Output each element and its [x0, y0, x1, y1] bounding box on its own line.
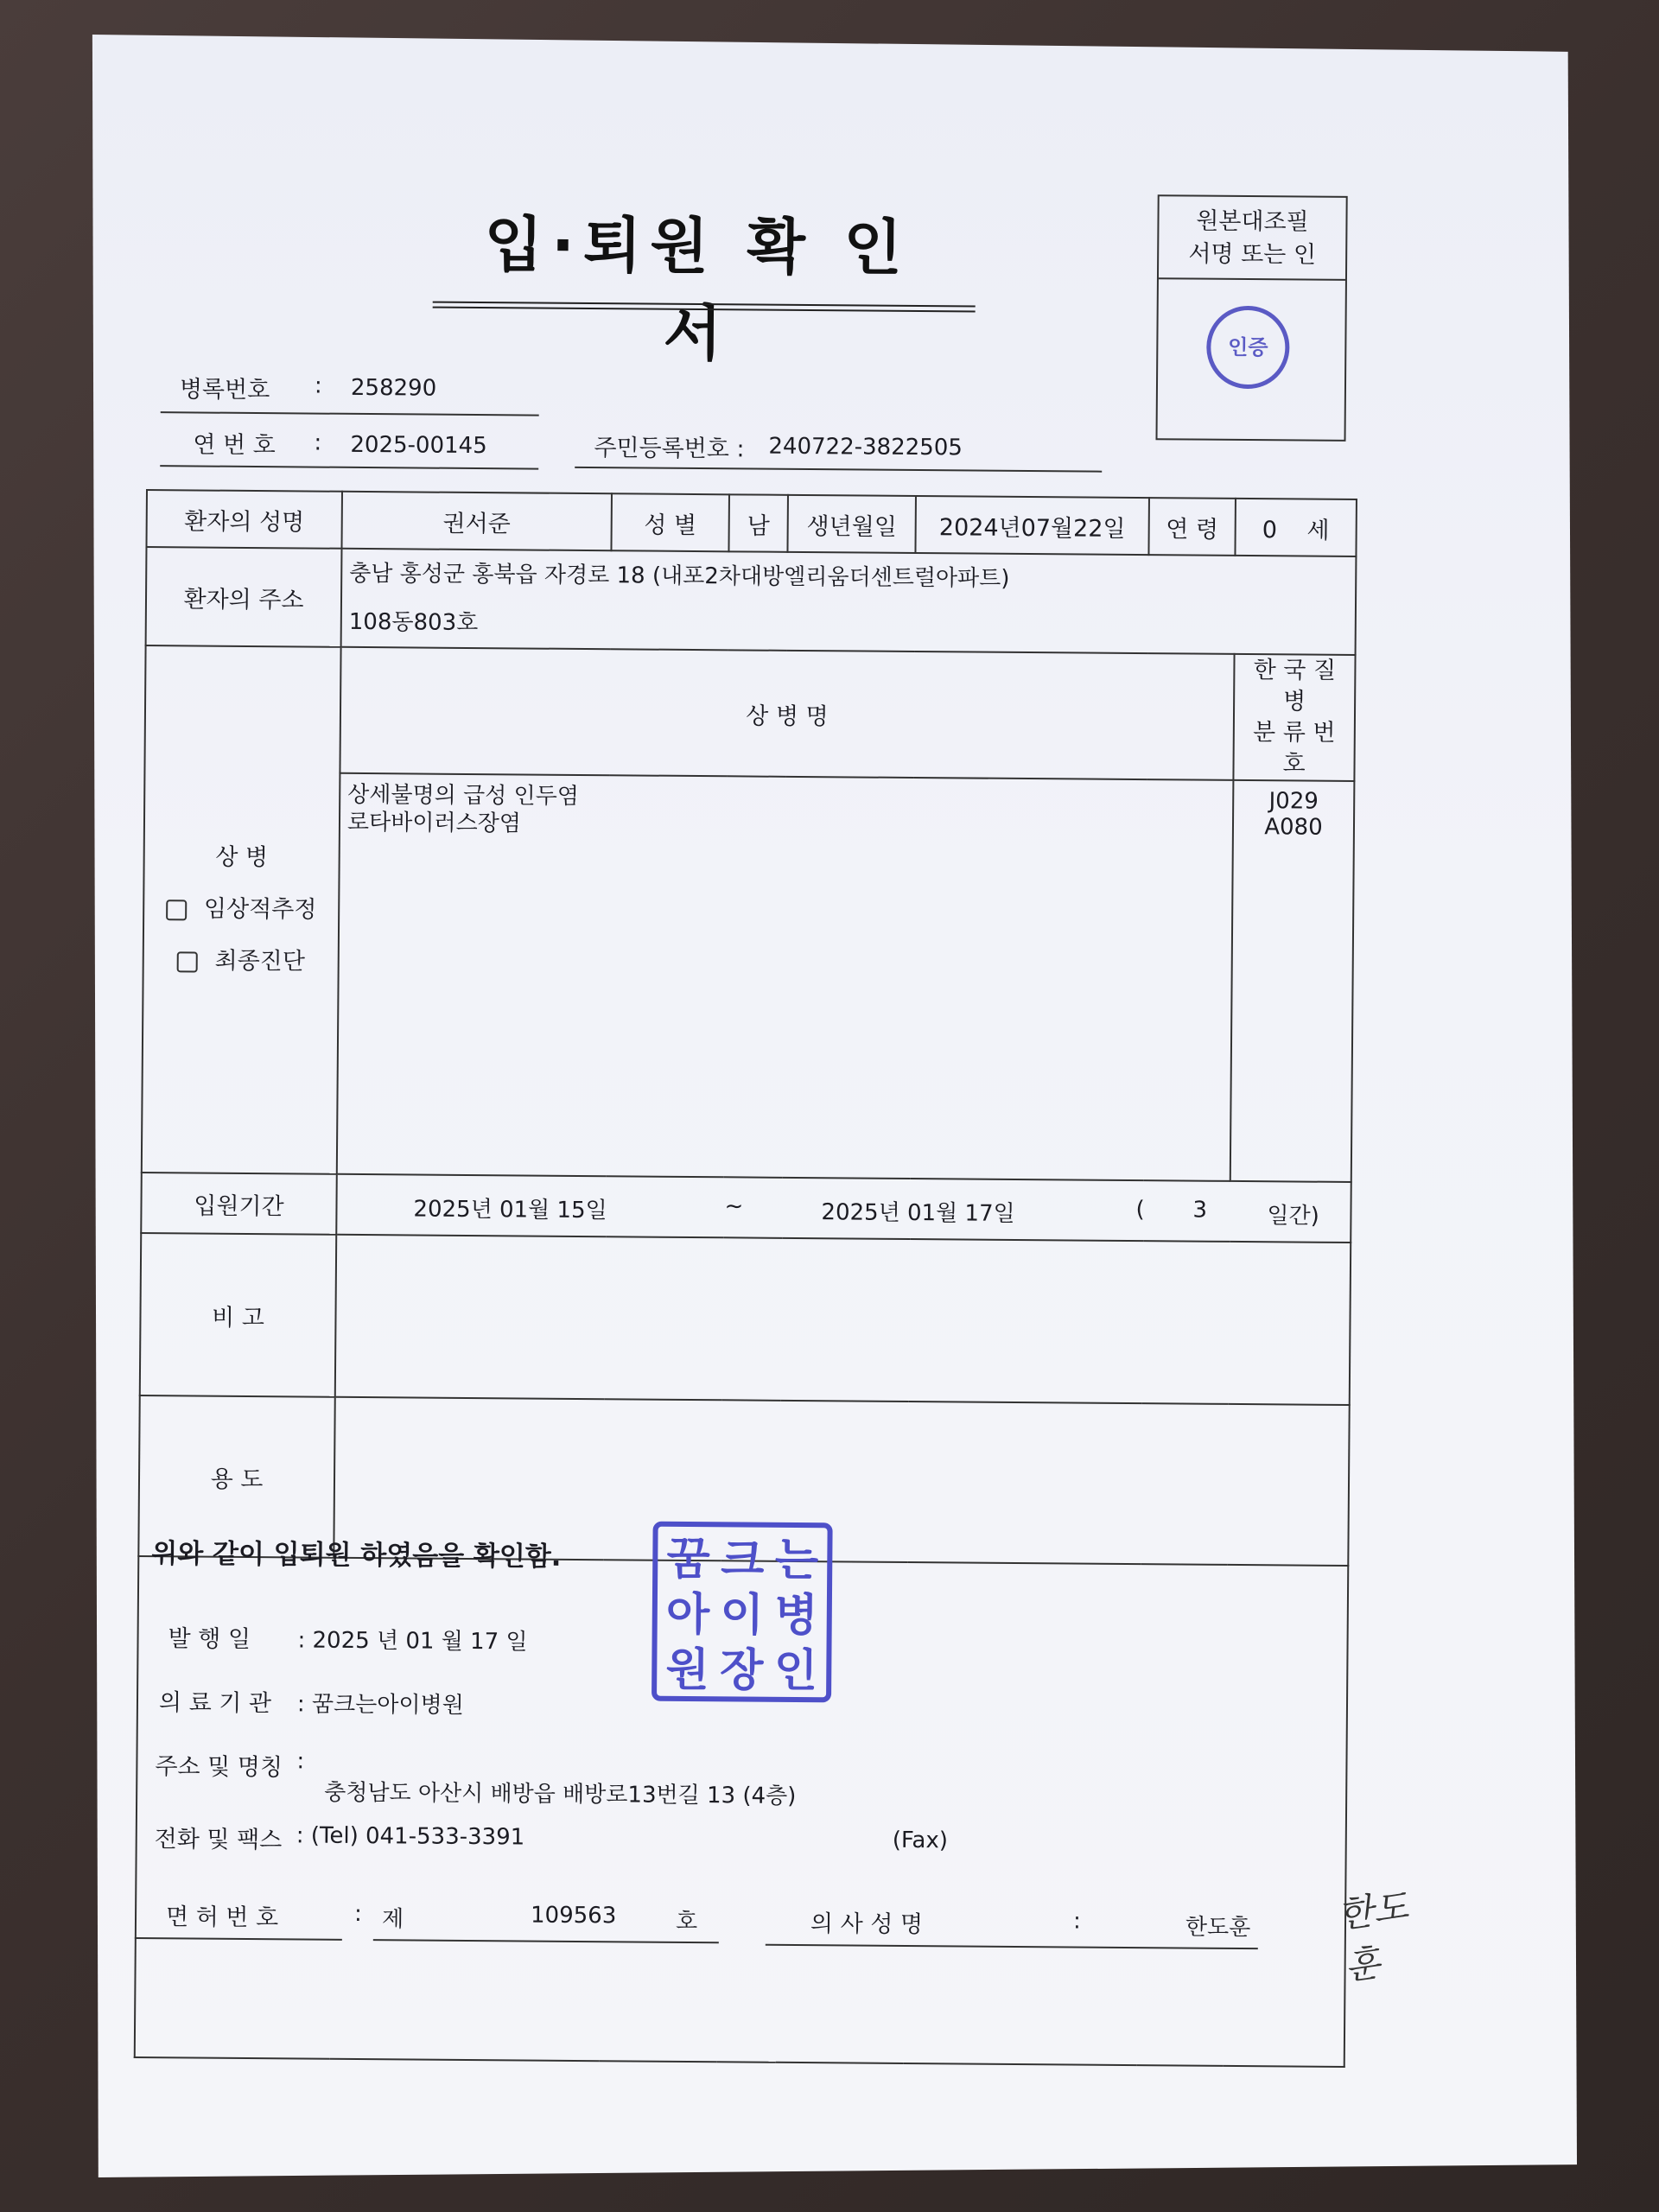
- original-verification-box: [1155, 194, 1347, 442]
- final-diagnosis-label: 최종진단: [214, 947, 306, 976]
- diagnosis-header-row: [144, 645, 1355, 781]
- confirmation-statement: 위와 같이 입퇴원 하였음을 확인함.: [151, 1538, 562, 1573]
- sex-label: 성 별: [611, 493, 729, 551]
- stay-open-paren: (: [1135, 1197, 1145, 1224]
- clinical-estimate-option: [151, 883, 331, 937]
- admission-discharge-form: [131, 161, 1441, 1986]
- phone-fax-label: 전화 및 팩스: [154, 1826, 283, 1854]
- seal-char: 장: [719, 1644, 764, 1697]
- seal-char: 인: [773, 1644, 818, 1698]
- resident-number-underline: [575, 467, 1102, 473]
- seal-char: 아: [665, 1588, 710, 1642]
- serial-number-label: 연 번 호: [193, 431, 276, 460]
- phone-value: : (Tel) 041-533-3391: [296, 1822, 525, 1851]
- serial-number-value: 2025-00145: [350, 431, 487, 460]
- license-suffix: 호: [675, 1908, 698, 1936]
- stay-from: 2025년 01월 15일: [413, 1196, 607, 1224]
- disease-code-header: [1233, 654, 1355, 781]
- serial-number-colon: :: [314, 429, 322, 456]
- verification-line1: 원본대조필: [1196, 207, 1309, 236]
- stay-period-cell: [336, 1174, 1351, 1243]
- issue-date-value: : 2025 년 01 월 17 일: [297, 1627, 528, 1656]
- clinical-estimate-checkbox[interactable]: [166, 899, 187, 920]
- patient-row: [146, 490, 1356, 556]
- stay-period-row: [141, 1173, 1351, 1243]
- age-cell: [1235, 499, 1357, 556]
- doctor-name: 한도훈: [1185, 1914, 1251, 1942]
- record-number-value: 258290: [350, 374, 437, 402]
- address-label: 환자의 주소: [146, 547, 342, 647]
- disease-code-list: [1230, 780, 1355, 1182]
- stay-days-unit: 일간): [1267, 1203, 1319, 1230]
- age-unit: 세: [1306, 517, 1330, 544]
- diagnosis-item: 상세불명의 급성 인두염: [347, 781, 580, 810]
- patient-name-label: 환자의 성명: [146, 490, 342, 549]
- stay-period-label: 입원기간: [141, 1173, 337, 1235]
- sex-value: 남: [728, 494, 788, 552]
- seal-char: 이: [720, 1589, 765, 1642]
- verification-header: [1159, 196, 1346, 281]
- license-prefix: 제: [381, 1906, 404, 1933]
- diagnosis-list: [337, 773, 1234, 1181]
- institution-value: : 꿈크는아이병원: [296, 1691, 464, 1719]
- issue-date-label: 발 행 일: [168, 1625, 251, 1654]
- institution-label: 의 료 기 관: [158, 1689, 272, 1718]
- record-number-label: 병록번호: [179, 376, 270, 404]
- stay-to: 2025년 01월 17일: [821, 1199, 1015, 1227]
- stay-days: 3: [1192, 1197, 1208, 1224]
- record-number-underline: [161, 411, 539, 416]
- disease-code-header-line2: 분 류 번 호: [1253, 719, 1336, 778]
- hospital-address: 충청남도 아산시 배방읍 배방로13번길 13 (4층): [324, 1779, 797, 1809]
- dob-value: 2024년07월22일: [915, 496, 1149, 555]
- address-name-label: 주소 및 명칭: [155, 1753, 283, 1782]
- hospital-seal: [652, 1522, 833, 1703]
- remarks-field: [335, 1235, 1351, 1405]
- patient-name-value: 권서준: [341, 492, 612, 550]
- remarks-label: 비 고: [140, 1233, 336, 1397]
- resident-number-value: 240722-3822505: [768, 433, 963, 461]
- address-line2: 108동803호: [348, 608, 479, 637]
- dob-label: 생년월일: [787, 495, 916, 553]
- address-line1: 충남 홍성군 홍북읍 자경로 18 (내포2차대방엘리움더센트럴아파트): [349, 560, 1010, 592]
- resident-number-label: 주민등록번호 :: [594, 435, 745, 463]
- clinical-estimate-label: 임상적추정: [203, 895, 317, 924]
- doctor-colon: :: [1072, 1908, 1081, 1935]
- seal-char: 크: [720, 1534, 765, 1586]
- serial-number-underline: [160, 465, 538, 469]
- final-diagnosis-option: [150, 935, 330, 988]
- seal-char: 꿈: [666, 1533, 710, 1586]
- verification-seal: [1206, 306, 1290, 390]
- stay-tilde: ~: [724, 1193, 744, 1220]
- license-colon: :: [353, 1900, 362, 1928]
- doctor-name-label: 의 사 성 명: [810, 1910, 924, 1939]
- final-diagnosis-checkbox[interactable]: [176, 951, 197, 972]
- document-title: 입·퇴원 확 인 서: [484, 209, 912, 370]
- seal-char: 원: [665, 1643, 709, 1697]
- diagnosis-section-label: 상 병: [215, 843, 269, 872]
- disease-code-header-line1: 한 국 질 병: [1253, 657, 1337, 715]
- diagnosis-name-header: 상 병 명: [340, 647, 1234, 780]
- remarks-row: [140, 1233, 1351, 1405]
- address-cell: [341, 549, 1357, 655]
- record-number-colon: :: [314, 372, 322, 399]
- disease-code: A080: [1264, 814, 1323, 841]
- seal-char: 는: [774, 1534, 819, 1587]
- address-row: [146, 547, 1357, 655]
- seal-char: 병: [774, 1589, 818, 1643]
- verification-seal-text: 인증: [1228, 334, 1268, 360]
- age-value: 0: [1262, 516, 1278, 543]
- verification-line2: 서명 또는 인: [1188, 240, 1317, 269]
- diagnosis-item: 로타바이러스장염: [346, 809, 522, 837]
- diagnosis-label-cell: [142, 645, 341, 1174]
- doctor-signature: 한도훈: [1335, 1885, 1411, 1988]
- purpose-label: 용 도: [138, 1395, 334, 1558]
- license-number: 109563: [530, 1902, 617, 1929]
- fax-label: (Fax): [892, 1827, 949, 1854]
- address-name-colon: :: [296, 1748, 305, 1775]
- disease-code: J029: [1268, 788, 1319, 815]
- age-label: 연 령: [1148, 498, 1236, 556]
- license-number-label: 면 허 번 호: [165, 1904, 279, 1932]
